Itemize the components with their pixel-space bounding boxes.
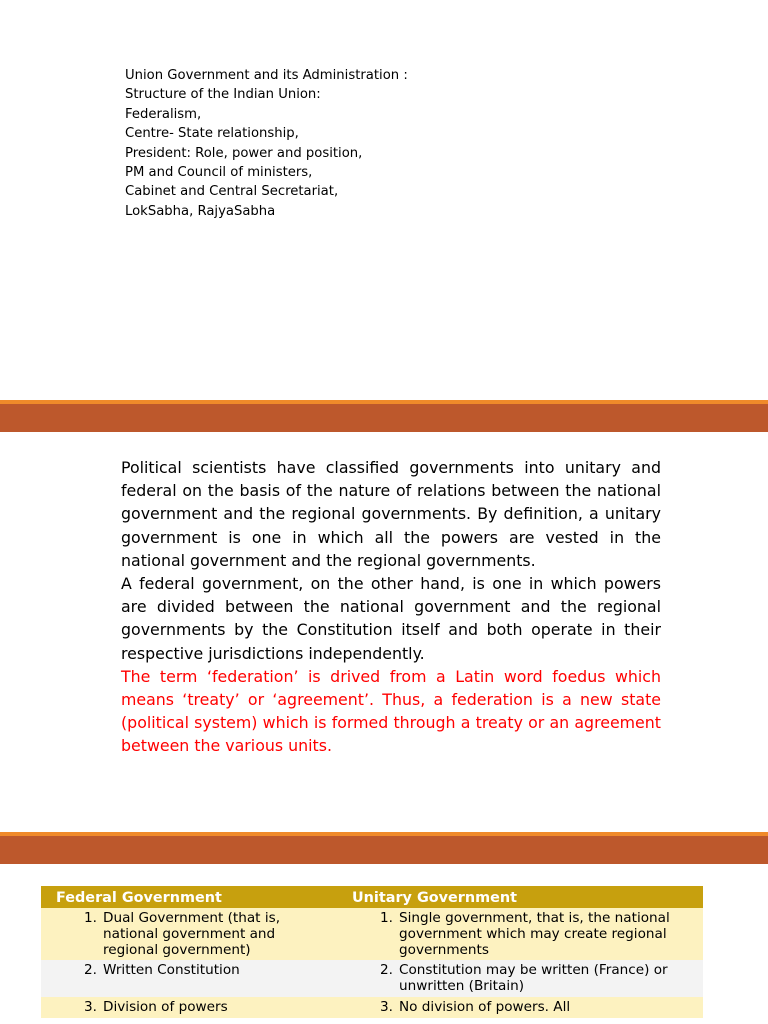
item-number: 3. [380,998,393,1015]
federal-cell [41,908,337,960]
topic-item: Cabinet and Central Secretariat, [125,184,339,200]
table-row [41,908,703,960]
slide-2 [0,432,768,832]
item-text: Constitution may be written (France) or unwritten (Britain) [399,962,668,995]
comparison-table [41,886,703,1018]
item-number: 3. [84,998,97,1015]
item-text: Dual Government (that is, national government and regional government) [103,910,281,958]
topic-item: Centre- State relationship, [125,126,299,142]
column-header-unitary: Unitary Government [337,886,703,908]
item-text: No division of powers. All [399,998,571,1015]
topic-item: Structure of the Indian Union: [125,87,321,103]
slide-divider [0,400,768,432]
topic-item: Union Government and its Administration : [125,68,408,83]
table-row [41,960,703,997]
item-number: 2. [84,962,97,979]
unitary-cell [337,908,703,960]
federal-cell [41,997,337,1018]
federal-cell [41,960,337,997]
slide-divider [0,832,768,864]
column-header-federal: Federal Government [41,886,337,908]
unitary-cell [337,997,703,1018]
paragraph-federal-definition: A federal government, on the other hand, is one in which powers are divided between the national government and the regional governments by the Constitution itself and both operate in their respective jurisdictions independently. [121,574,661,663]
table-row [41,997,703,1018]
unitary-cell [337,960,703,997]
topic-item: LokSabha, RajyaSabha [125,203,276,219]
paragraph-federation-etymology: The term ‘federation’ is drived from a Latin word foedus which means ‘treaty’ or ‘agreement’. Thus, a federation is a new state (political system) which is formed through a treaty or an agreement between the various units. [121,666,661,756]
topic-item: Federalism, [125,106,202,122]
item-number: 2. [380,962,393,979]
slide-body-text [121,456,661,758]
topic-item: PM and Council of ministers, [125,165,313,181]
item-text: Single government, that is, the national government which may create regional governments [399,910,670,958]
slide-1 [0,0,768,400]
topic-item: President: Role, power and position, [125,145,363,161]
item-text: Division of powers [103,998,228,1015]
slide-3 [0,864,768,1024]
paragraph-unitary-definition: Political scientists have classified governments into unitary and federal on the basis of the nature of relations between the national government and the regional governments. By definition, a unitary government is one in which all the powers are vested in the national government and the regional governments. [121,458,661,570]
item-text: Written Constitution [103,962,240,979]
item-number: 1. [84,910,97,926]
topic-list [125,66,408,221]
table-header-row [41,886,703,908]
item-number: 1. [380,910,393,926]
